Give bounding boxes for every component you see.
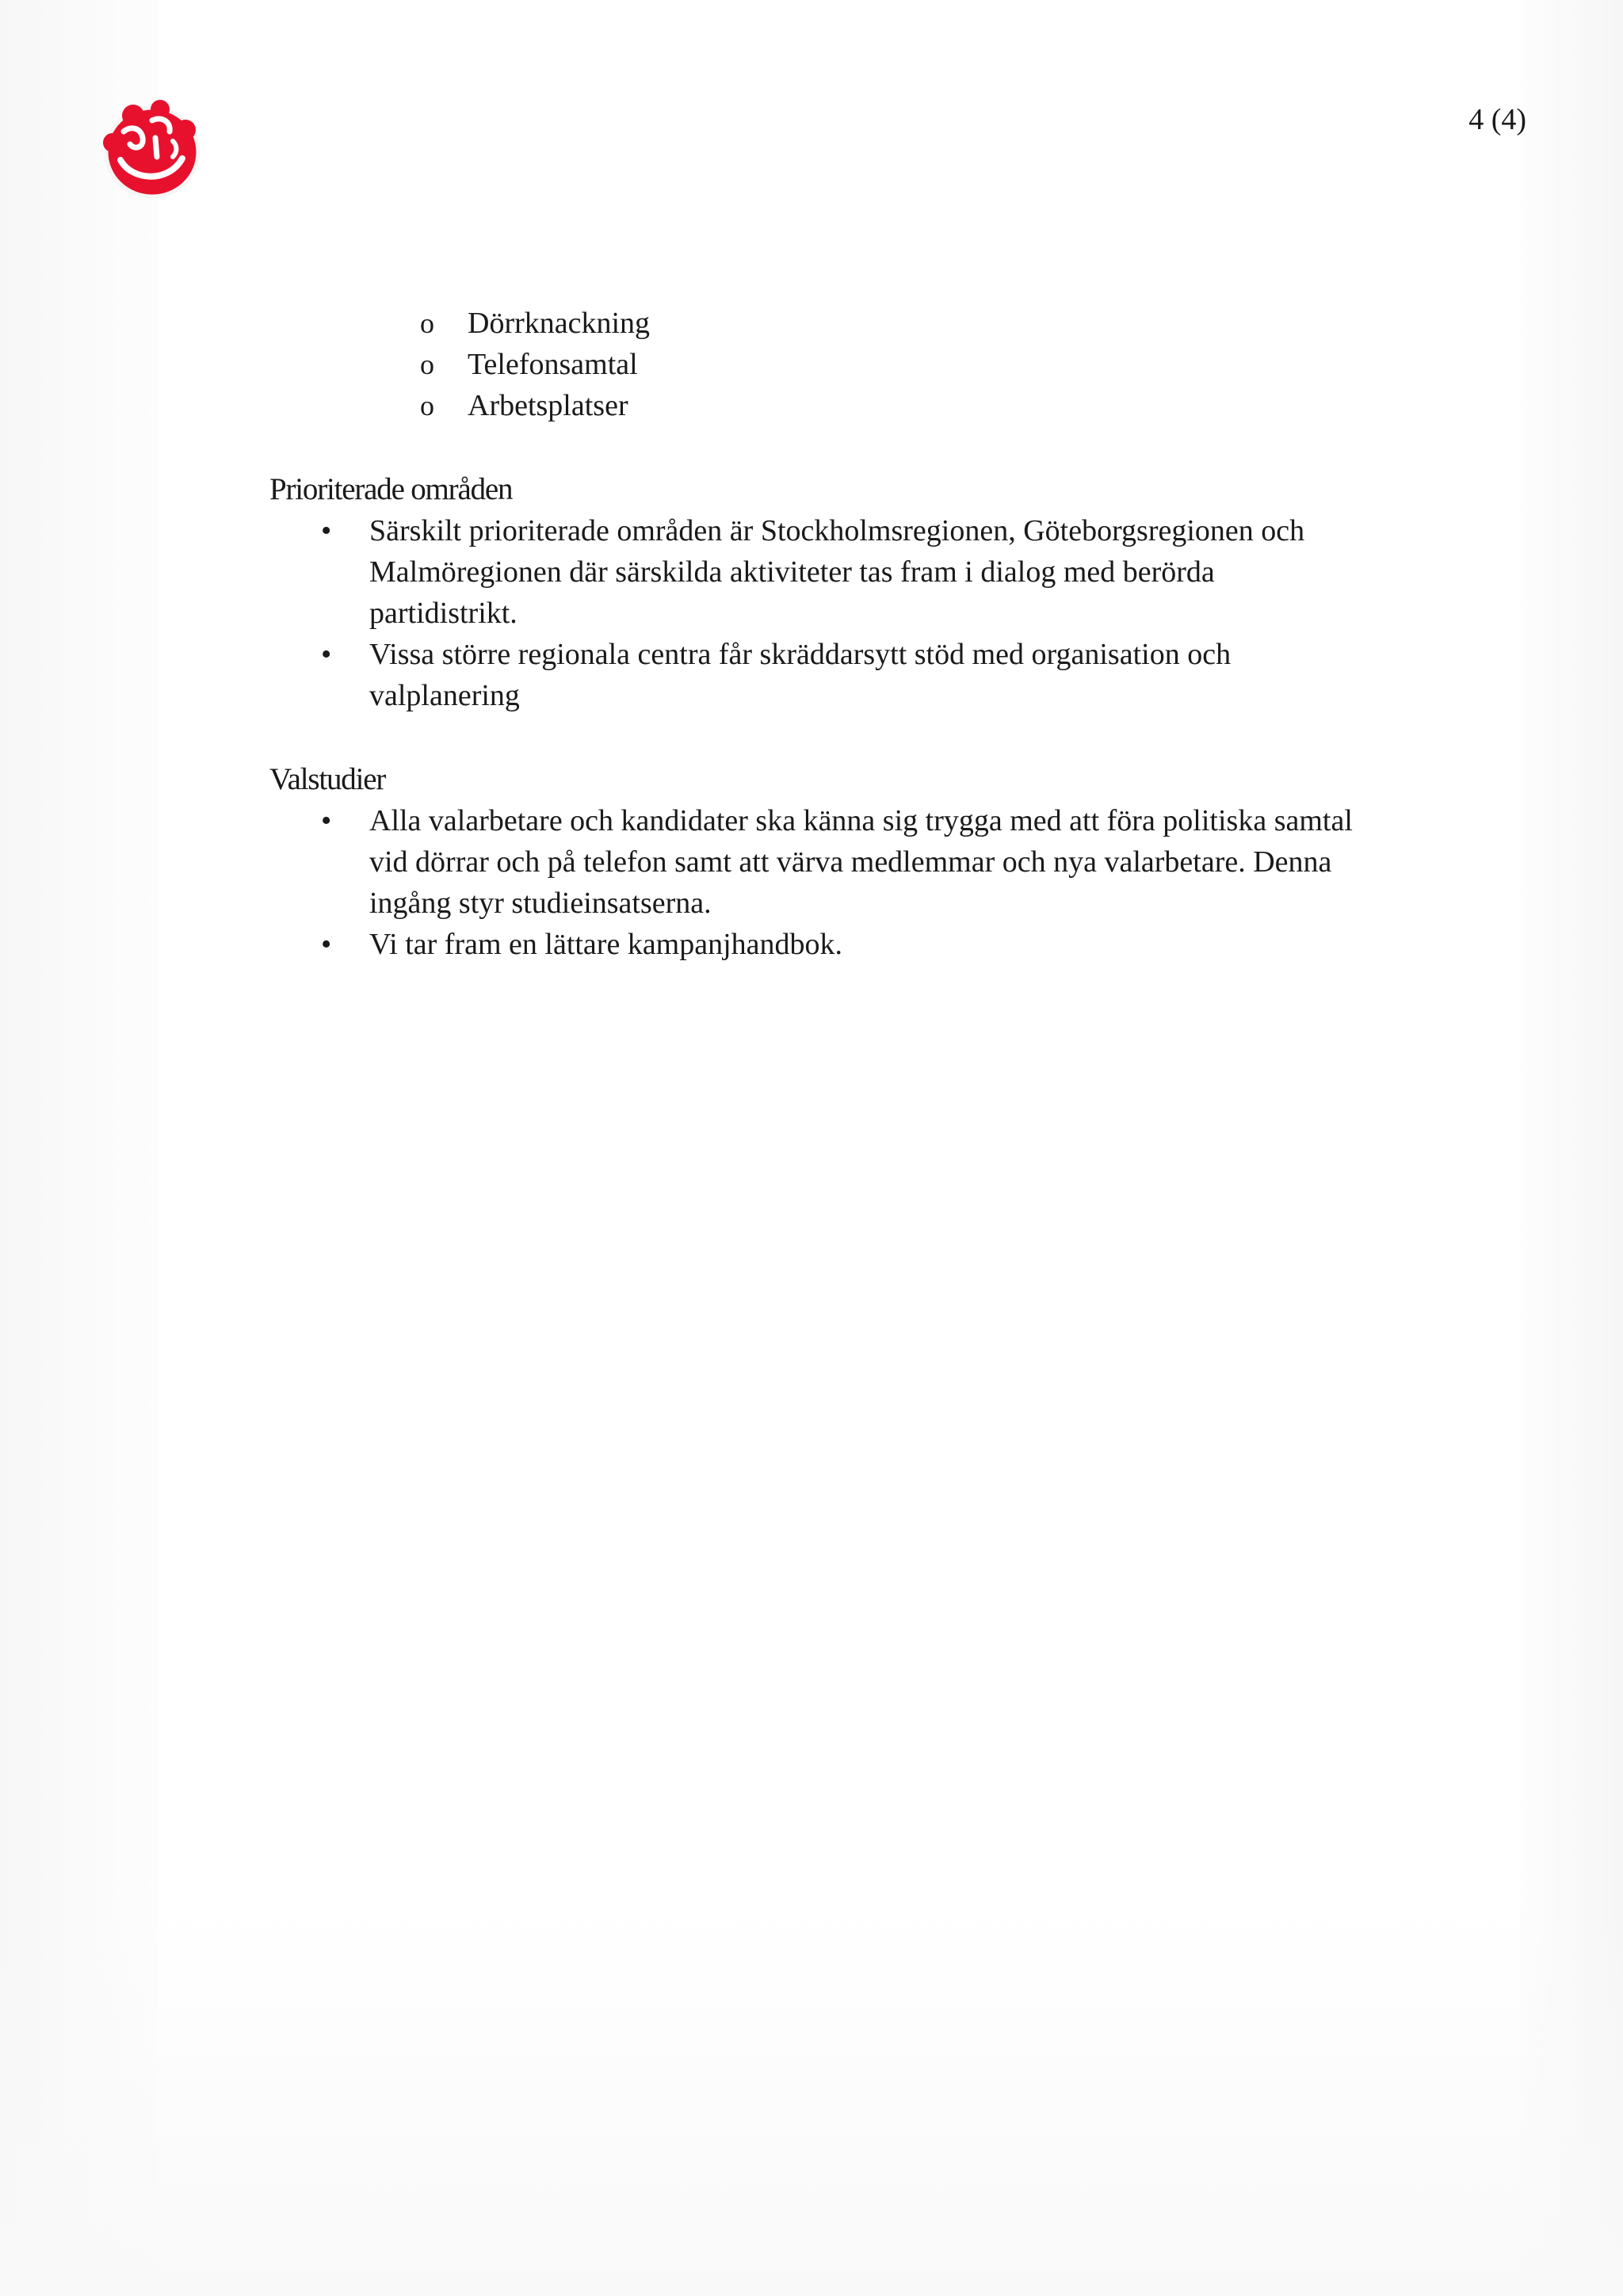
list-item-text: Arbetsplatser	[468, 389, 628, 422]
list-item-text: Särskilt prioriterade områden är Stockholmsregionen, Göteborgsregionen och Malmöregionen där särskilda aktiviteter tas fram i dialog med berörda partidistrikt.	[369, 514, 1305, 630]
bullet-icon: •	[321, 804, 332, 837]
list-marker: o	[420, 307, 434, 339]
page-shadow-bottom	[0, 1900, 1623, 2296]
sub-list	[420, 303, 1331, 426]
bullet-icon: •	[321, 514, 332, 547]
list-item	[269, 510, 1368, 634]
rose-logo-icon	[97, 93, 208, 204]
bullet-icon: •	[321, 638, 332, 671]
list-item	[420, 385, 1331, 426]
list-item	[269, 800, 1368, 924]
bullet-list	[269, 800, 1353, 965]
list-item-text: Telefonsamtal	[468, 348, 638, 381]
list-item-text: Vi tar fram en lättare kampanjhandbok.	[369, 928, 843, 961]
bullet-icon: •	[321, 928, 332, 961]
list-item	[420, 303, 1331, 344]
list-item	[269, 634, 1368, 716]
list-item-text: Vissa större regionala centra får skräddarsytt stöd med organisation och valplanering	[369, 638, 1232, 712]
list-marker: o	[420, 349, 434, 380]
list-item-text: Dörrknackning	[468, 307, 651, 340]
page-number: 4 (4)	[1468, 103, 1526, 136]
list-item	[420, 344, 1331, 385]
section-heading-valstudier: Valstudier	[269, 762, 386, 796]
section-heading-prioriterade-omraden: Prioriterade områden	[269, 472, 513, 506]
list-item	[269, 924, 1368, 965]
document-body	[269, 303, 1353, 965]
list-item-text: Alla valarbetare och kandidater ska känna sig trygga med att föra politiska samtal vid dörrar och på telefon samt att värva medlemmar och nya valarbetare. Denna ingång styr studieinsatserna.	[369, 804, 1353, 920]
bullet-list	[269, 510, 1331, 716]
list-marker: o	[420, 390, 434, 421]
